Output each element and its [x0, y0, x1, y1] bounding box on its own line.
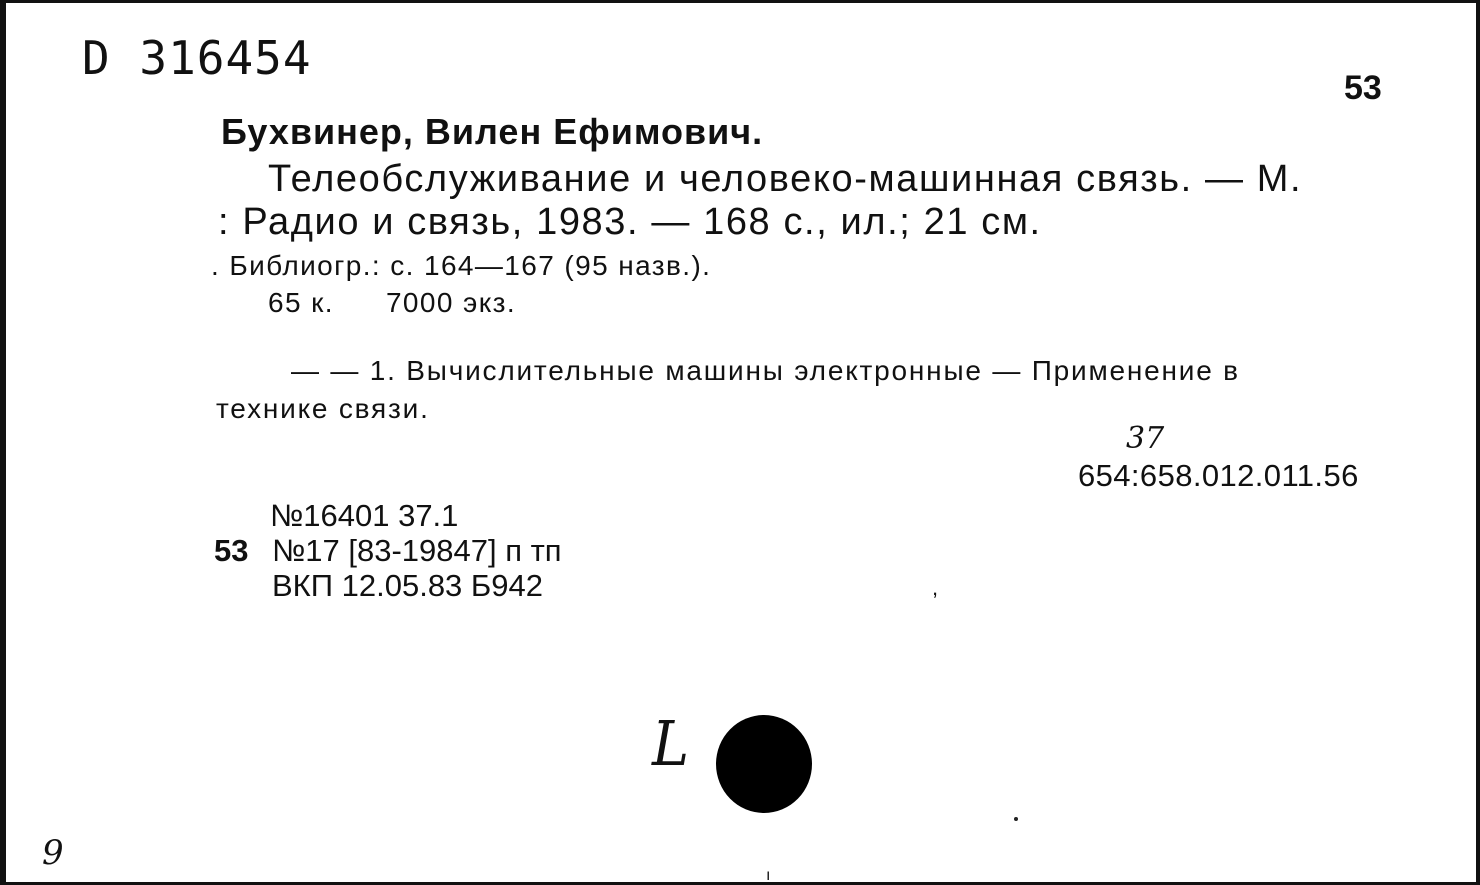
bottom-tick: ı	[766, 867, 771, 884]
copies: 7000 экз.	[385, 287, 517, 318]
punch-hole	[716, 715, 812, 813]
subject-heading-line-2: технике связи.	[216, 393, 430, 424]
handwritten-letter: L	[652, 707, 690, 780]
ink-speck	[1014, 817, 1018, 821]
author-heading: Бухвинер, Вилен Ефимович.	[221, 111, 764, 152]
price-copies-line	[268, 287, 516, 319]
udc-code: 654:658.012.011.56	[1078, 458, 1359, 493]
registration-prefix: 53	[214, 533, 249, 568]
subject-heading-line-1: — — 1. Вычислительные машины электронные — Применение в	[291, 355, 1240, 386]
bibliography-note: . Библиогр.: с. 164—167 (95 назв.).	[211, 250, 712, 281]
registration-line-1: №16401 37.1	[270, 498, 459, 533]
handwritten-corner-mark: 9	[42, 833, 64, 873]
document-id: D 316454	[82, 31, 312, 85]
title-line-1: Телеобслуживание и человеко-машинная связь. — М.	[268, 158, 1303, 200]
registration-line-3: ВКП 12.05.83 Б942	[272, 568, 543, 603]
handwritten-mark: 37	[1126, 421, 1165, 456]
tick-mark: ,	[932, 575, 939, 600]
registration-line-2: №17 [83-19847] п тп	[272, 533, 562, 568]
price: 65 к.	[268, 287, 334, 318]
title-line-2: : Радио и связь, 1983. — 168 с., ил.; 21 см.	[218, 201, 1042, 243]
card-number: 53	[1344, 69, 1382, 107]
